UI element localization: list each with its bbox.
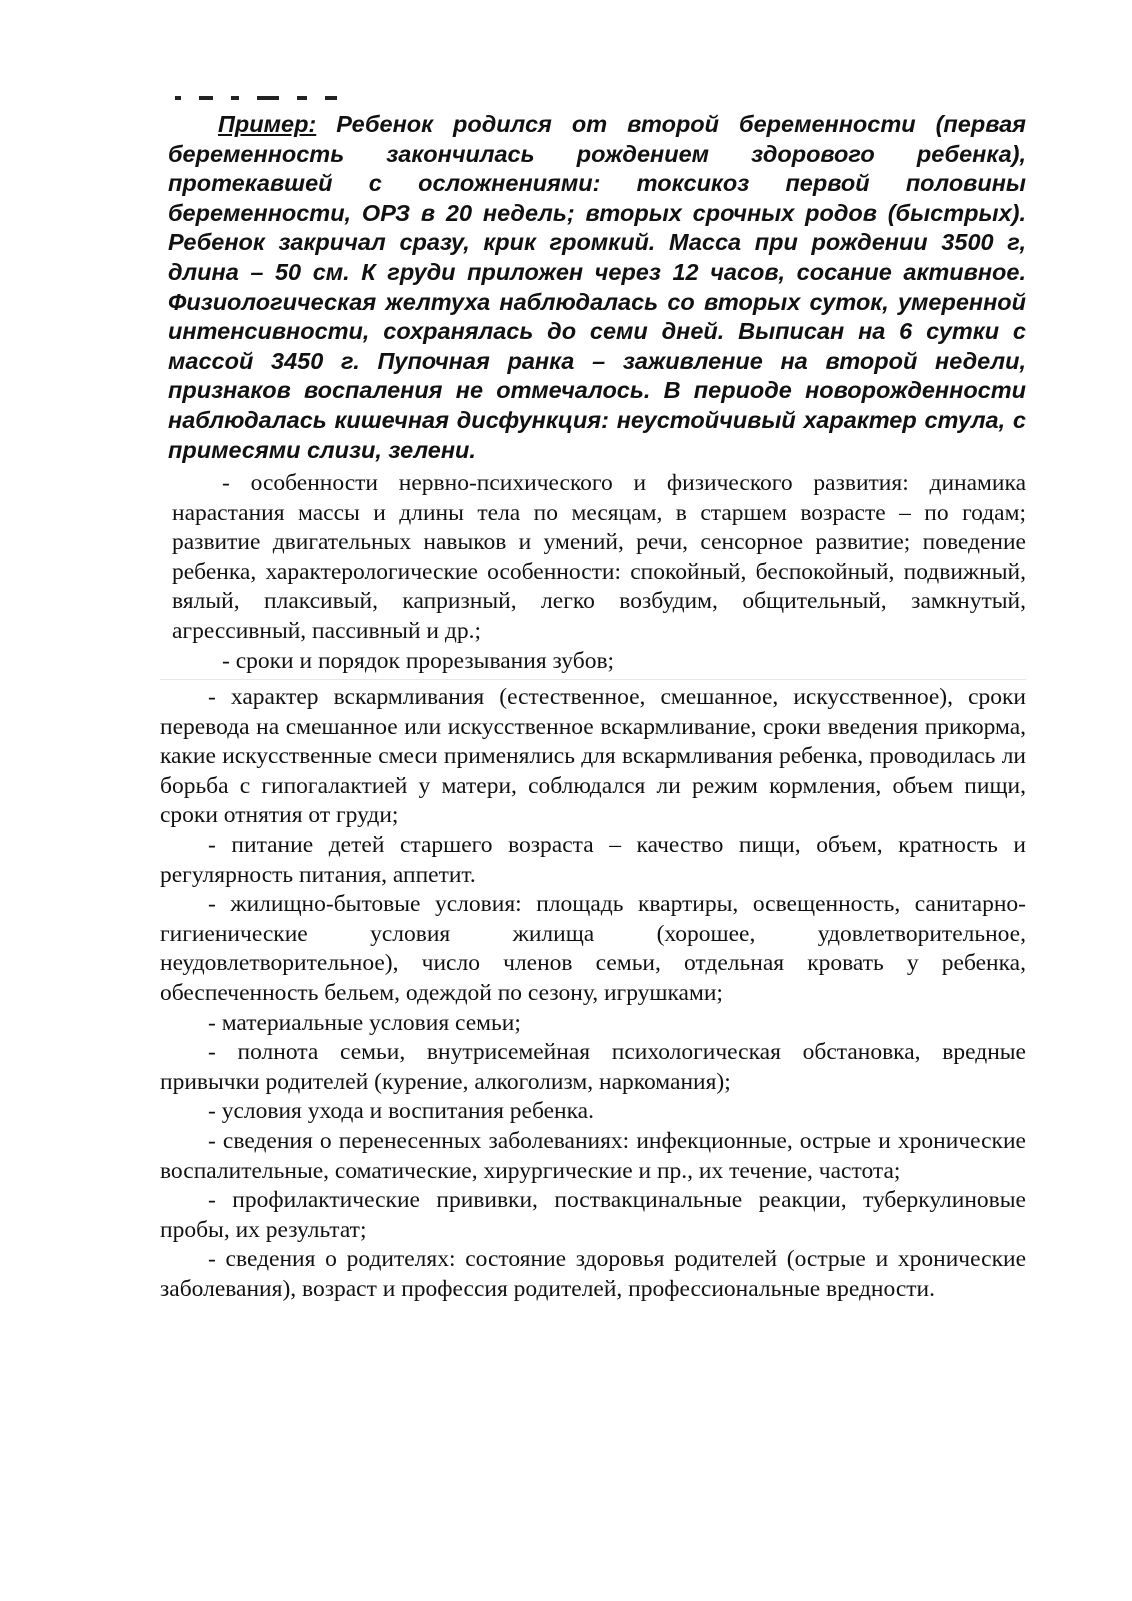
list-item-feeding: - характер вскармливания (естественное, смешанное, искусственное), сроки перевода на смешанное или искусственное вскармливание, сроки введения прикорма, какие искусственные смеси применялись для вскармливания ребенка, проводилась ли борьба с гипогалактией у матери, соблюдался ли режим кормления, объем пищи, сроки отнятия от груди; [160, 684, 1026, 829]
development-section [172, 469, 1026, 676]
list-item-care: - условия ухода и воспитания ребенка. [208, 1098, 594, 1125]
scan-divider [160, 679, 1026, 680]
list-item-parents: - сведения о родителях: состояние здоровья родителей (острые и хронические заболевания), возраст и профессия родителей, профессиональные вредности. [160, 1246, 1026, 1302]
list-item-development: - особенности нервно-психического и физического развития: динамика нарастания массы и длины тела по месяцам, в старшем возрасте – по годам; развитие двигательных навыков и умений, речи, сенсорное развитие; поведение ребенка, характерологические особенности: спокойный, беспокойный, подвижный, вялый, плаксивый, капризный, легко возбудим, общительный, замкнутый, агрессивный, пассивный и др.; [172, 470, 1026, 644]
list-item-diseases: - сведения о перенесенных заболеваниях: инфекционные, острые и хронические воспалительные, соматические, хирургические и пр., их течение, частота; [160, 1127, 1026, 1184]
list-item-teeth: - сроки и порядок прорезывания зубов; [222, 647, 615, 674]
anamnesis-section [160, 683, 1026, 1304]
list-item-material-conditions: - материальные условия семьи; [208, 1009, 521, 1036]
list-item-nutrition: - питание детей старшего возраста – качество пищи, объем, кратность и регулярность питания, аппетит. [160, 831, 1026, 888]
example-paragraph [168, 110, 1026, 465]
list-item-family: - полнота семьи, внутрисемейная психологическая обстановка, вредные привычки родителей (курение, алкоголизм, наркомания); [160, 1039, 1026, 1095]
list-item-living-conditions: - жилищно-бытовые условия: площадь квартиры, освещенность, санитарно-гигиенические условия жилища (хорошее, удовлетворительное, неудовлетворительное), число членов семьи, отдельная кровать у ребенка, обеспеченность бельем, одеждой по сезону, игрушками; [160, 891, 1026, 1006]
list-item-vaccinations: - профилактические прививки, поствакцинальные реакции, туберкулиновые пробы, их результат; [160, 1187, 1026, 1243]
example-text: Ребенок родился от второй беременности (первая беременность закончилась рождением здорового ребенка), протекавшей с осложнениями: токсикоз первой половины беременности, ОРЗ в 20 недель; вторых срочных родов (быстрых). Ребенок закричал сразу, крик громкий. Масса при рождении 3500 г, длина – 50 см. К груди приложен через 12 часов, сосание активное. Физиологическая желтуха наблюдалась со вторых суток, умеренной интенсивности, сохранялась до семи дней. Выписан на 6 сутки с массой 3450 г. Пупочная ранка – заживление на второй недели, признаков воспаления не отмечалось. В периоде новорожденности наблюдалась кишечная дисфункция: неустойчивый характер стула, с примесями слизи, зелени. [168, 111, 1026, 463]
example-lead: Пример: [218, 111, 317, 137]
cropped-text-fragment [175, 96, 475, 104]
